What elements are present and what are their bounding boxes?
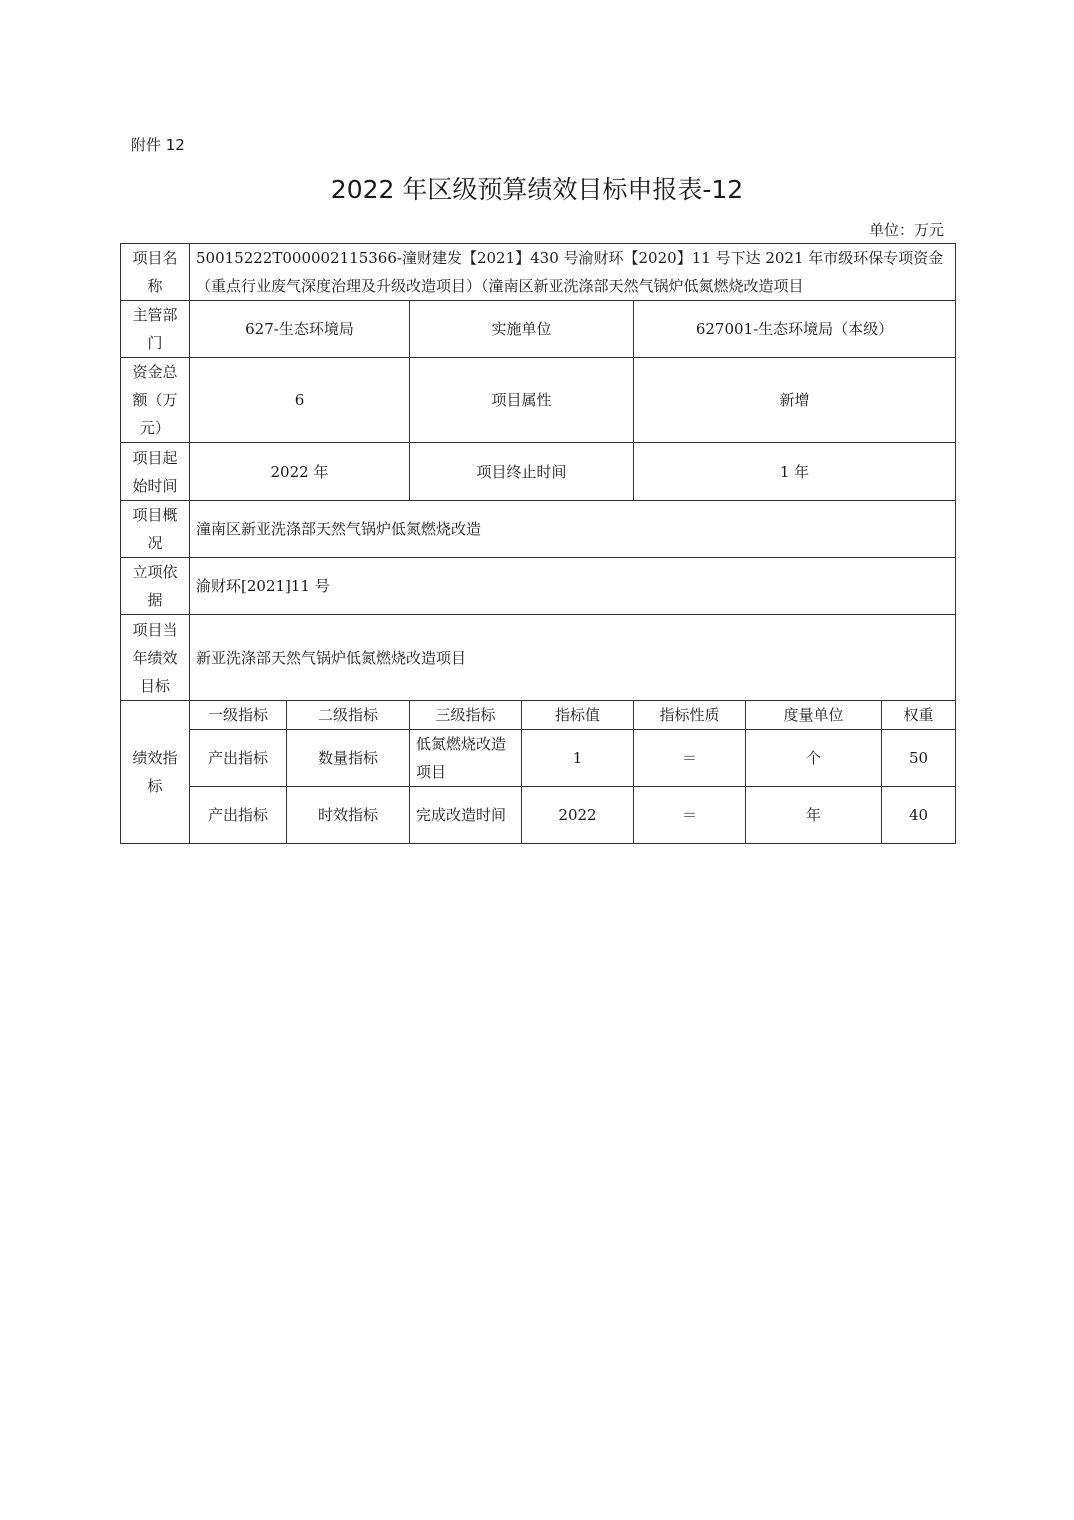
value-dept: 627-生态环境局 (190, 301, 410, 358)
label-attr: 项目属性 (410, 358, 634, 443)
label-perf: 绩效指标 (121, 701, 190, 844)
perf-cell: 40 (882, 787, 956, 844)
value-goal: 新亚洗涤部天然气锅炉低氮燃烧改造项目 (190, 615, 956, 701)
value-end-time: 1 年 (634, 443, 956, 501)
value-project-name: 50015222T000002115366-潼财建发【2021】430 号渝财环【2020】11 号下达 2021 年市级环保专项资金（重点行业废气深度治理及升级改造项目）（潼南区新亚洗涤部天然气锅炉低氮燃烧改造项目 (190, 244, 956, 301)
label-basis: 立项依据 (121, 558, 190, 615)
row-overview (121, 501, 956, 558)
label-goal: 项目当年绩效目标 (121, 615, 190, 701)
label-funds: 资金总额（万元） (121, 358, 190, 443)
perf-cell: ＝ (634, 730, 746, 787)
perf-row (121, 730, 956, 787)
perf-header: 指标性质 (634, 701, 746, 730)
perf-cell: 产出指标 (190, 787, 287, 844)
perf-cell: 低氮燃烧改造项目 (410, 730, 522, 787)
value-basis: 渝财环[2021]11 号 (190, 558, 956, 615)
perf-cell: 个 (746, 730, 882, 787)
perf-header: 度量单位 (746, 701, 882, 730)
perf-header: 三级指标 (410, 701, 522, 730)
perf-cell: 2022 (522, 787, 634, 844)
value-overview: 潼南区新亚洗涤部天然气锅炉低氮燃烧改造 (190, 501, 956, 558)
perf-cell: ＝ (634, 787, 746, 844)
perf-cell: 时效指标 (287, 787, 410, 844)
label-impl-unit: 实施单位 (410, 301, 634, 358)
label-start-time: 项目起始时间 (121, 443, 190, 501)
perf-header: 一级指标 (190, 701, 287, 730)
value-impl-unit: 627001-生态环境局（本级） (634, 301, 956, 358)
perf-cell: 完成改造时间 (410, 787, 522, 844)
row-dept (121, 301, 956, 358)
row-time (121, 443, 956, 501)
perf-row (121, 787, 956, 844)
label-end-time: 项目终止时间 (410, 443, 634, 501)
row-funds (121, 358, 956, 443)
unit-label: 单位：万元 (868, 221, 944, 239)
value-attr: 新增 (634, 358, 956, 443)
perf-header-row (121, 701, 956, 730)
perf-cell: 50 (882, 730, 956, 787)
attachment-label: 附件 12 (131, 136, 185, 154)
page-title: 2022 年区级预算绩效目标申报表-12 (330, 175, 744, 204)
value-funds: 6 (190, 358, 410, 443)
row-project-name (121, 244, 956, 301)
row-goal (121, 615, 956, 701)
value-start-time: 2022 年 (190, 443, 410, 501)
perf-header: 指标值 (522, 701, 634, 730)
label-dept: 主管部门 (121, 301, 190, 358)
label-overview: 项目概况 (121, 501, 190, 558)
perf-cell: 产出指标 (190, 730, 287, 787)
row-basis (121, 558, 956, 615)
perf-cell: 1 (522, 730, 634, 787)
budget-target-table (120, 243, 956, 844)
perf-cell: 年 (746, 787, 882, 844)
label-project-name: 项目名称 (121, 244, 190, 301)
perf-header: 权重 (882, 701, 956, 730)
perf-header: 二级指标 (287, 701, 410, 730)
perf-cell: 数量指标 (287, 730, 410, 787)
